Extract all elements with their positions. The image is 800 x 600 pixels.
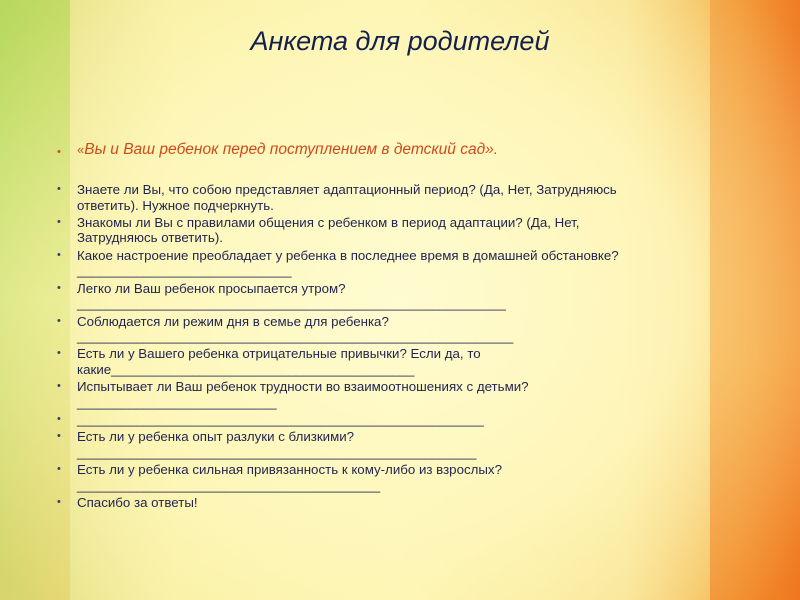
- question-separation-experience: • Есть ли у ребенка опыт разлуки с близкими?______________________________________________________: [57, 429, 657, 460]
- slide-title: Анкета для родителей: [250, 26, 550, 56]
- subtitle-open-quote: «: [77, 142, 85, 157]
- question-communication-rules: • Знакомы ли Вы с правилами общения с ребенком в период адаптации? (Да, Нет, Затрудняюсь ответить).: [57, 215, 657, 246]
- question-bad-habits: • Есть ли у Вашего ребенка отрицательные привычки? Если да, то какие_________________________________________: [57, 346, 657, 377]
- question-peer-relations: • Испытывает ли Ваш ребенок трудности во взаимоотношениях с детьми?___________________________: [57, 379, 657, 410]
- question-daily-routine: • Соблюдается ли режим дня в семье для ребенка?___________________________________________________________: [57, 314, 657, 345]
- question-adaptation-period: • Знаете ли Вы, что собою представляет адаптационный период? (Да, Нет, Затрудняюсь ответить). Нужное подчеркнуть.: [57, 182, 657, 213]
- subtitle-text: Вы и Ваш ребенок перед поступлением в детский сад».: [84, 141, 499, 158]
- questionnaire-subtitle: [57, 140, 657, 160]
- question-mood: • Какое настроение преобладает у ребенка в последнее время в домашней обстановке?_____________________________: [57, 248, 657, 279]
- closing-thanks: • Спасибо за ответы!: [57, 495, 657, 511]
- answer-blank-line: • _______________________________________________________: [57, 412, 657, 428]
- questionnaire-list: [57, 140, 657, 512]
- question-attachment: • Есть ли у ребенка сильная привязанность к кому-либо из взрослых?_________________________________________: [57, 462, 657, 493]
- question-waking-up: • Легко ли Ваш ребенок просыпается утром?__________________________________________________________: [57, 281, 657, 312]
